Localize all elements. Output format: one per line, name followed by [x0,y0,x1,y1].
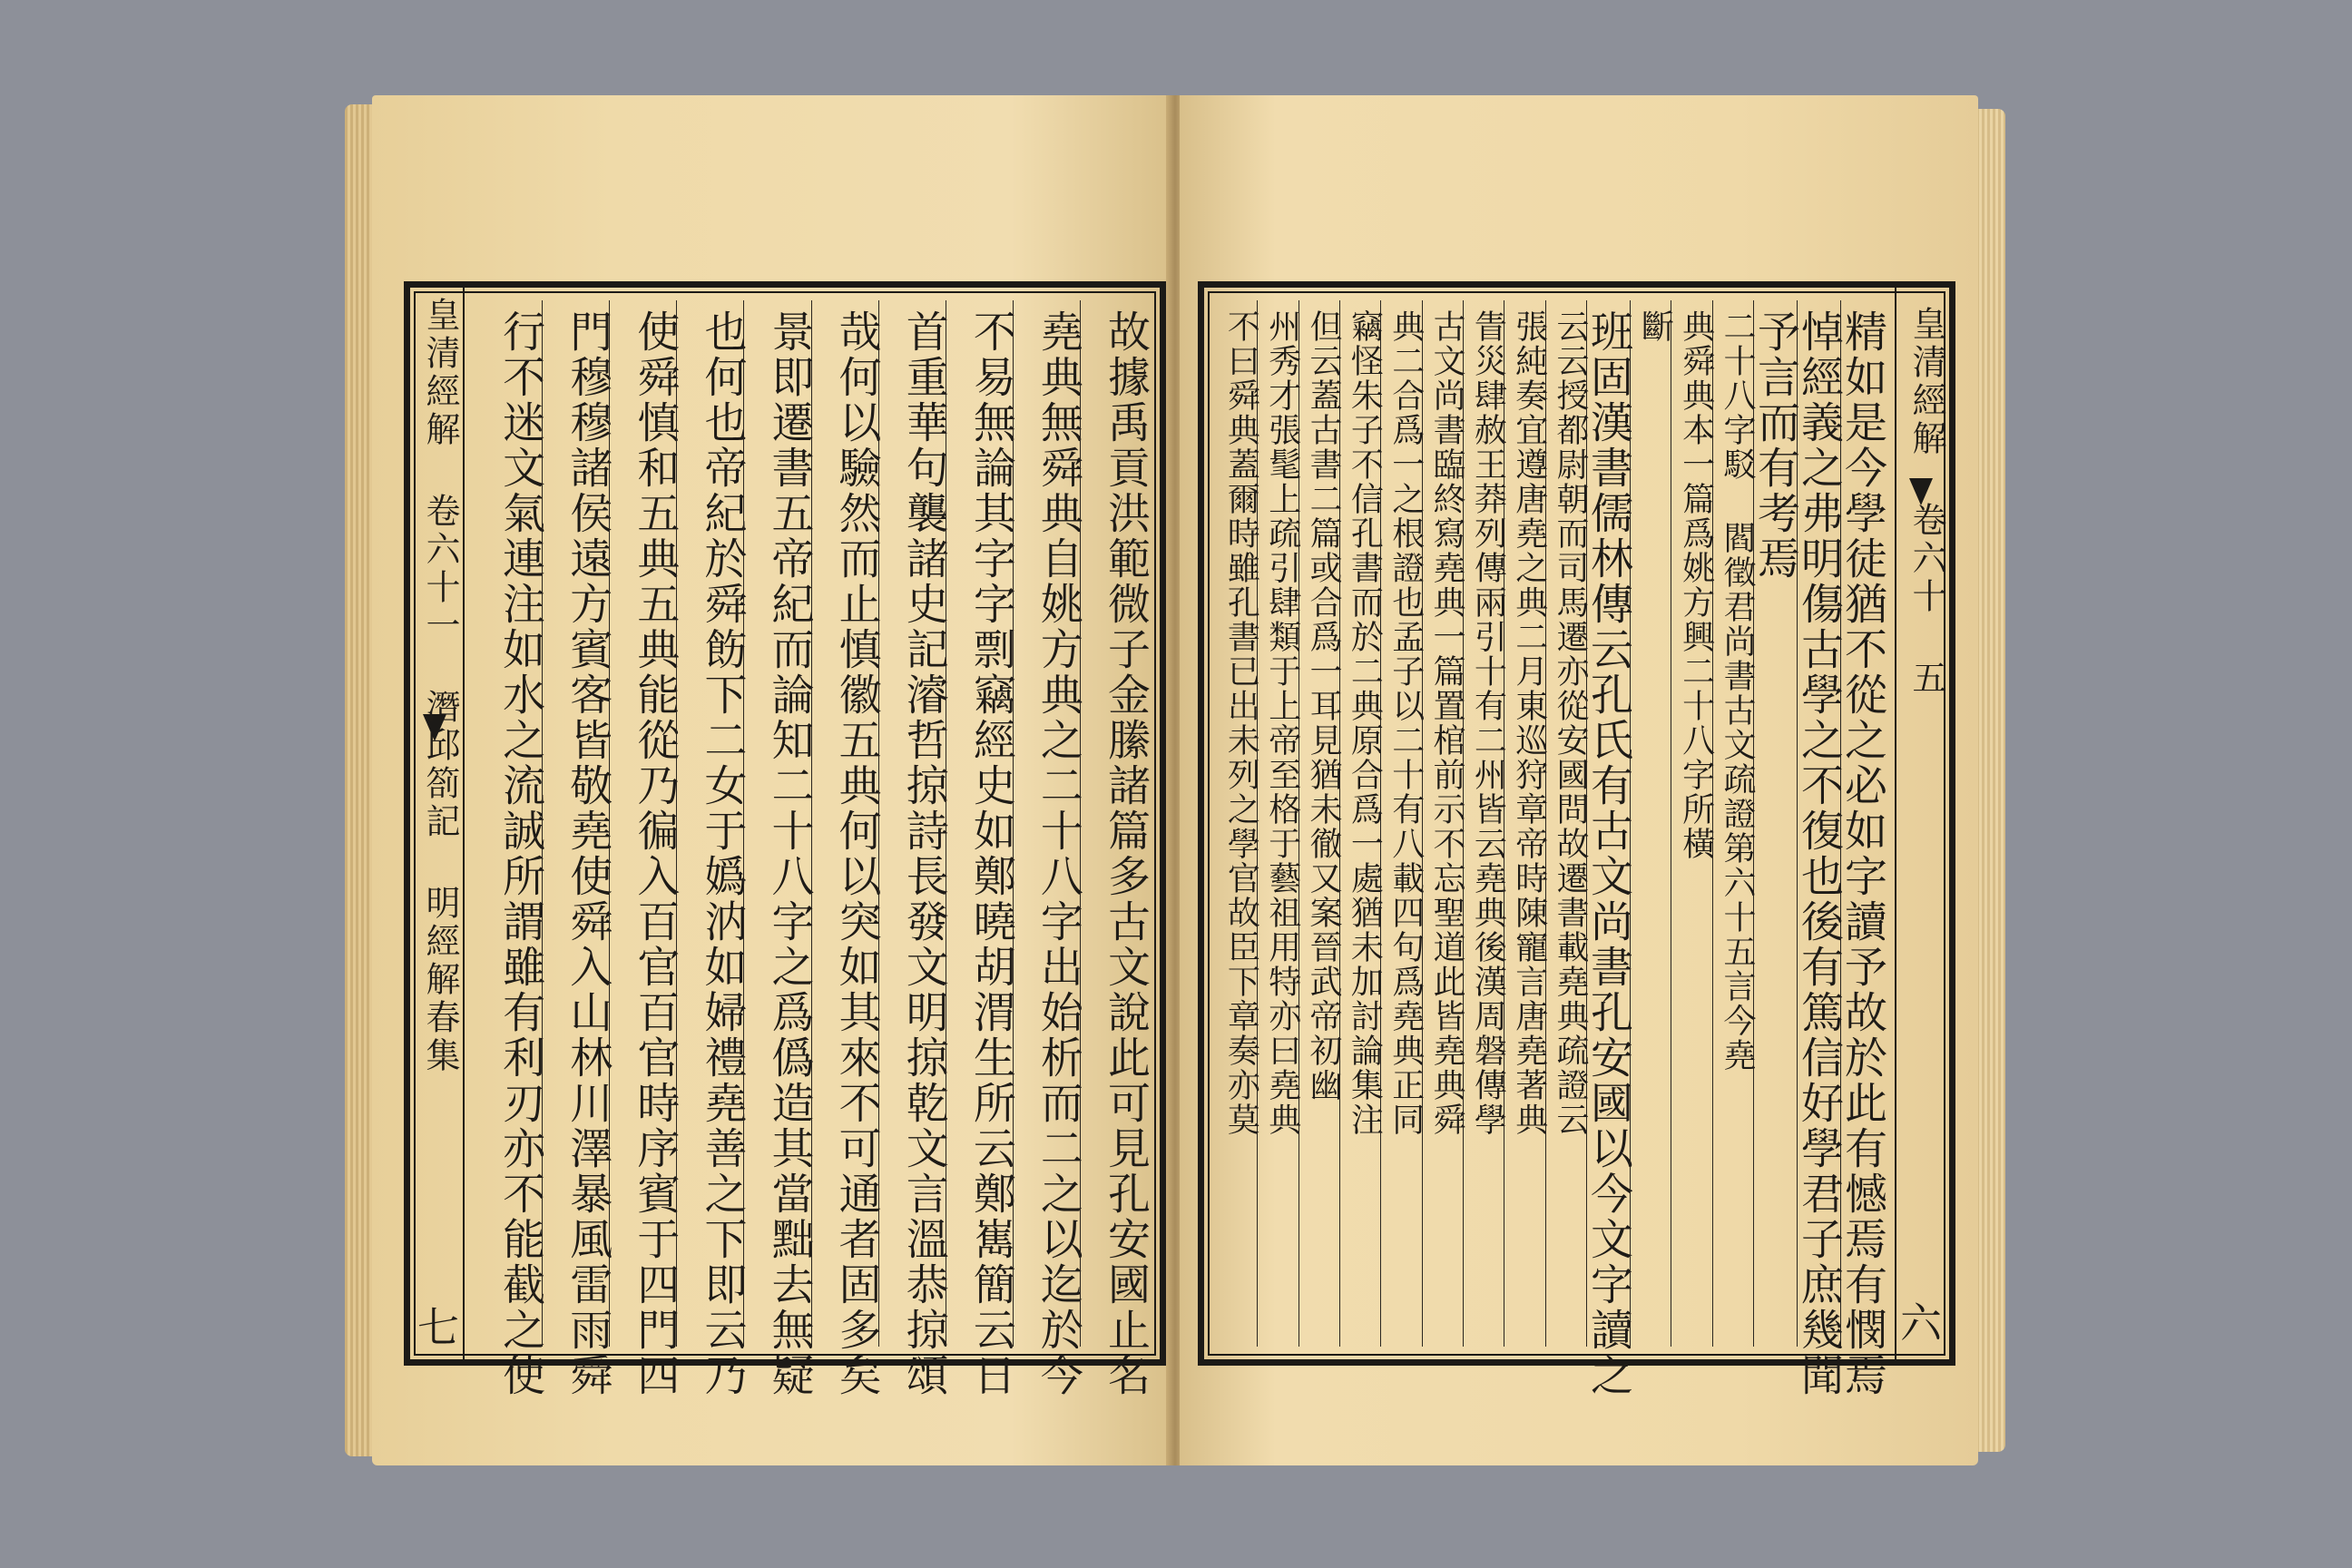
left-printed-block [404,281,1166,1398]
right-text-columns [1217,300,1887,1398]
text-column: 斷 [1630,300,1671,1347]
text-column: 班固漢書儒林傳云孔氏有古文尚書孔安國以今文字讀之 [1586,300,1630,1347]
text-column: 哉何以驗然而止慎徽五典何以突如其來不可通者固多矣 [811,300,878,1347]
text-column: 首重華句襲諸史記濬哲掠詩長發文明掠乾文言溫恭掠頌 [878,300,946,1347]
text-column: 但云蓋古書二篇或合爲一耳見猶未徹又案晉武帝初幽 [1298,300,1339,1347]
text-column: 也何也帝紀於舜飭下二女于嬀汭如婦禮堯善之下即云乃 [676,300,743,1347]
right-spine-title: 皇清經解 卷六十 五 [1906,306,1946,698]
left-spine-title: 皇清經解 卷六十一 潛邱箚記 明經解春集 [420,297,460,1075]
text-column: 門穆穆諸侯遠方賓客皆敬堯使舜入山林川澤暴風雷雨舜 [542,300,609,1347]
right-page [1180,95,1978,1465]
text-column: 景即遷書五帝紀而論知二十八字之爲僞造其當黜去無疑 [743,300,810,1347]
text-column: 古文尚書臨終寫堯典一篇置棺前示不忘聖道此皆堯典舜 [1422,300,1463,1347]
text-column: 眚災肆赦王莽列傳兩引十有二州皆云堯典後漢周磐傳學 [1463,300,1504,1347]
text-column: 云云授都尉朝而司馬遷亦從安國問故遷書載堯典疏證云 [1545,300,1586,1347]
text-column: 不曰舜典蓋爾時雖孔書已出未列之學官故臣下章奏亦莫 [1222,309,1260,1137]
left-text-columns [475,300,1151,1398]
text-column: 悼經義之弗明傷古學之不復也後有篤信好學君子庶幾聞 [1797,300,1840,1347]
text-column: 行不迷文氣連注如水之流誠所謂雖有利刃亦不能截之使 [495,309,546,1398]
text-column: 予言而有考焉 [1753,300,1797,1347]
right-page-spine [1895,288,1951,1359]
right-folio-number: 六 [1900,1298,1942,1348]
open-book [345,86,2005,1475]
text-column: 典舜典本一篇爲姚方興二十八字所橫 [1671,300,1711,1347]
text-column: 張純奏宜遵唐堯之典二月東巡狩章帝時陳寵言唐堯著典 [1504,300,1544,1347]
text-column: 典二合爲一之根證也孟子以二十有八載四句爲堯典正同 [1380,300,1421,1347]
left-page-spine [408,288,465,1359]
text-column: 不易無論其字字剽竊經史如鄭曉胡渭生所云鄭嶲簡云日 [946,300,1013,1347]
text-column: 故據禹貢洪範微子金縢諸篇多古文說此可見孔安國止名 [1080,300,1147,1347]
text-column: 精如是今學徒猶不從之必如字讀予故於此有憾焉有憫焉 [1840,300,1884,1347]
text-column: 二十八字駁 閻徵君尚書古文疏證第六十五言今堯 [1712,300,1753,1347]
text-column: 州秀才張髦上疏引肆類于上帝至格于藝祖用特亦曰堯典 [1257,300,1298,1347]
left-folio-number: 七 [417,1303,459,1352]
text-column: 竊怪朱子不信孔書而於二典原合爲一處猶未加討論集注 [1339,300,1380,1347]
left-page [372,95,1171,1465]
text-column: 堯典無舜典自姚方典之二十八字出始析而二之以迄於今 [1013,300,1080,1347]
right-printed-block [1198,281,1955,1398]
text-column: 使舜慎和五典五典能從乃徧入百官百官時序賓于四門四 [609,300,676,1347]
